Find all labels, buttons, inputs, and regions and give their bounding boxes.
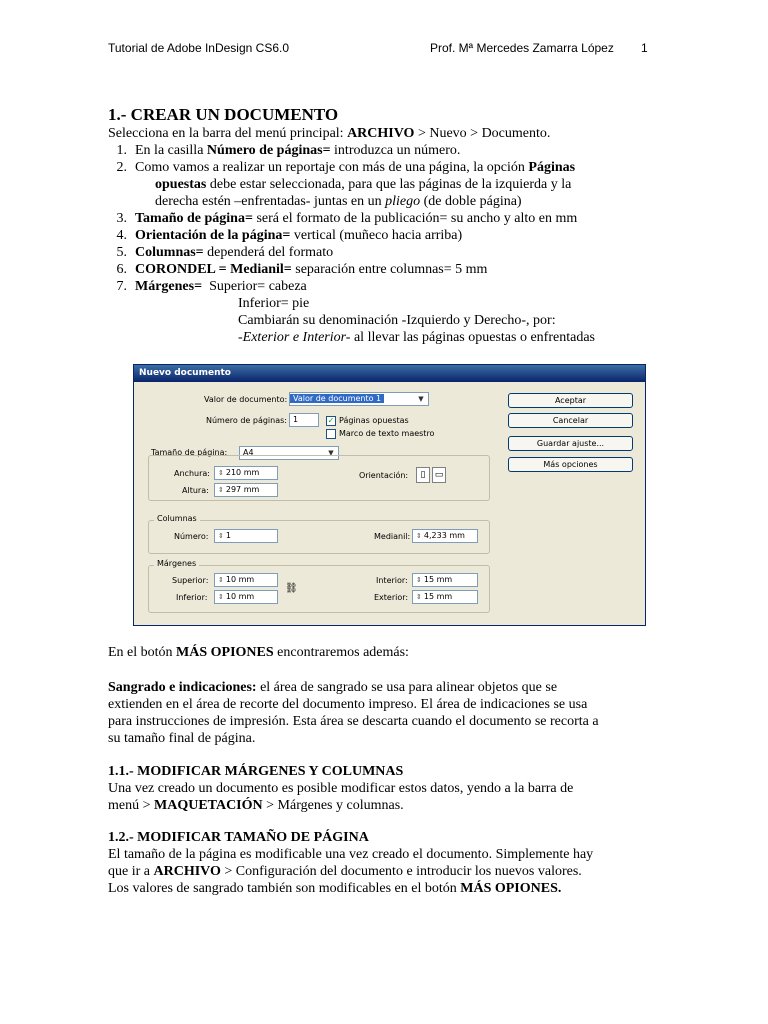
spinner-icon: ⇕: [218, 532, 224, 540]
paginas-opuestas-label: Páginas opuestas: [339, 416, 409, 425]
chain-link-icon[interactable]: ⛓: [285, 583, 298, 594]
list-item: 5. Columnas= dependerá del formato: [116, 245, 334, 260]
list-item: 2. Como vamos a realizar un reportaje con más de una página, la opción Páginas: [116, 160, 576, 175]
list-item: 4. Orientación de la página= vertical (muñeco hacia arriba): [116, 228, 463, 243]
sangrado-paragraph: Sangrado e indicaciones: el área de sangrado se usa para alinear objetos que se: [108, 680, 558, 695]
guardar-ajuste-button[interactable]: Guardar ajuste...: [508, 436, 633, 451]
paginas-opuestas-checkbox[interactable]: ✓: [327, 416, 335, 425]
doc-header-author: Prof. Mª Mercedes Zamarra López: [430, 41, 614, 55]
valor-label: Valor de documento:: [204, 395, 288, 404]
cancelar-button[interactable]: Cancelar: [508, 413, 633, 428]
section-title: 1.- CREAR UN DOCUMENTO: [108, 105, 339, 124]
superior-label: Superior:: [172, 576, 209, 585]
section-1-1-title: 1.1.- MODIFICAR MÁRGENES Y COLUMNAS: [108, 764, 404, 779]
aceptar-button[interactable]: Aceptar: [508, 393, 633, 408]
list-item: 3. Tamaño de página= será el formato de la publicación= su ancho y alto en mm: [116, 211, 578, 226]
list-item: 6. CORONDEL = Medianil= separación entre columnas= 5 mm: [116, 262, 488, 277]
portrait-orientation-icon[interactable]: ▯: [416, 467, 430, 483]
landscape-orientation-icon[interactable]: ▭: [432, 467, 446, 483]
altura-input[interactable]: ⇕ 297 mm: [214, 483, 278, 497]
valor-select[interactable]: Valor de documento 1 ▼: [289, 392, 429, 406]
section-1-2-title: 1.2.- MODIFICAR TAMAÑO DE PÁGINA: [108, 830, 369, 845]
doc-header-title: Tutorial de Adobe InDesign CS6.0: [108, 41, 290, 55]
section-1-2-line: El tamaño de la página es modificable una vez creado el documento. Simplemente hay: [108, 847, 594, 862]
margenes-group-title: Márgenes: [154, 559, 199, 568]
tamano-select[interactable]: A4 ▼: [239, 446, 339, 460]
interior-input[interactable]: ⇕ 15 mm: [412, 573, 478, 587]
spinner-icon: ⇕: [218, 469, 224, 477]
sangrado-line: su tamaño final de página.: [108, 731, 256, 746]
section-1-1-line: menú > MAQUETACIÓN > Márgenes y columnas.: [108, 798, 404, 813]
num-paginas-label: Número de páginas:: [206, 416, 287, 425]
nuevo-documento-dialog: [133, 364, 646, 626]
interior-label: Interior:: [376, 576, 408, 585]
numero-label: Número:: [174, 532, 209, 541]
inferior-input[interactable]: ⇕ 10 mm: [214, 590, 278, 604]
section-1-2-line: que ir a ARCHIVO > Configuración del documento e introducir los nuevos valores.: [108, 864, 582, 879]
inferior-label: Inferior:: [176, 593, 208, 602]
margin-line: -Exterior e Interior- al llevar las páginas opuestas o enfrentadas: [238, 330, 595, 345]
list-item-cont: opuestas debe estar seleccionada, para que las páginas de la izquierda y la: [155, 177, 572, 192]
spinner-icon: ⇕: [218, 593, 224, 601]
tamano-label: Tamaño de página:: [151, 448, 228, 457]
mas-opciones-button[interactable]: Más opciones: [508, 457, 633, 472]
medianil-label: Medianil:: [374, 532, 411, 541]
numero-input[interactable]: ⇕ 1: [214, 529, 278, 543]
medianil-input[interactable]: ⇕ 4,233 mm: [412, 529, 478, 543]
orientacion-label: Orientación:: [359, 471, 409, 480]
list-item-cont: derecha estén –enfrentadas- juntas en un pliego (de doble página): [155, 194, 522, 209]
spinner-icon: ⇕: [416, 532, 422, 540]
marco-texto-checkbox[interactable]: [326, 429, 336, 439]
list-item: 1. En la casilla Número de páginas= introduzca un número.: [116, 143, 461, 158]
section-1-1-line: Una vez creado un documento es posible modificar estos datos, yendo a la barra de: [108, 781, 574, 796]
superior-input[interactable]: ⇕ 10 mm: [214, 573, 278, 587]
anchura-label: Anchura:: [174, 469, 210, 478]
mas-opiones-paragraph: En el botón MÁS OPIONES encontraremos además:: [108, 645, 409, 660]
margin-line: Inferior= pie: [238, 296, 310, 311]
list-item: 7. Márgenes= Superior= cabeza: [116, 279, 307, 294]
exterior-label: Exterior:: [374, 593, 409, 602]
spinner-icon: ⇕: [416, 593, 422, 601]
chevron-down-icon: ▼: [328, 449, 334, 457]
spinner-icon: ⇕: [218, 486, 224, 494]
num-paginas-input[interactable]: 1: [289, 413, 319, 427]
columnas-group-title: Columnas: [154, 514, 200, 523]
page-number: 1: [641, 41, 648, 55]
spinner-icon: ⇕: [218, 576, 224, 584]
dialog-title: Nuevo documento: [134, 365, 645, 382]
chevron-down-icon: ▼: [418, 395, 424, 403]
sangrado-line: para instrucciones de impresión. Esta área se descarta cuando el documento se recorta a: [108, 714, 599, 729]
anchura-input[interactable]: ⇕ 210 mm: [214, 466, 278, 480]
altura-label: Altura:: [182, 486, 209, 495]
intro-paragraph: Selecciona en la barra del menú principal: ARCHIVO > Nuevo > Documento.: [108, 126, 551, 141]
sangrado-line: extienden en el área de recorte del documento impreso. El área de indicaciones se usa: [108, 697, 588, 712]
marco-texto-label: Marco de texto maestro: [339, 429, 435, 438]
section-1-2-line: Los valores de sangrado también son modificables en el botón MÁS OPIONES.: [108, 881, 562, 896]
margin-line: Cambiarán su denominación -Izquierdo y Derecho-, por:: [238, 313, 556, 328]
exterior-input[interactable]: ⇕ 15 mm: [412, 590, 478, 604]
spinner-icon: ⇕: [416, 576, 422, 584]
